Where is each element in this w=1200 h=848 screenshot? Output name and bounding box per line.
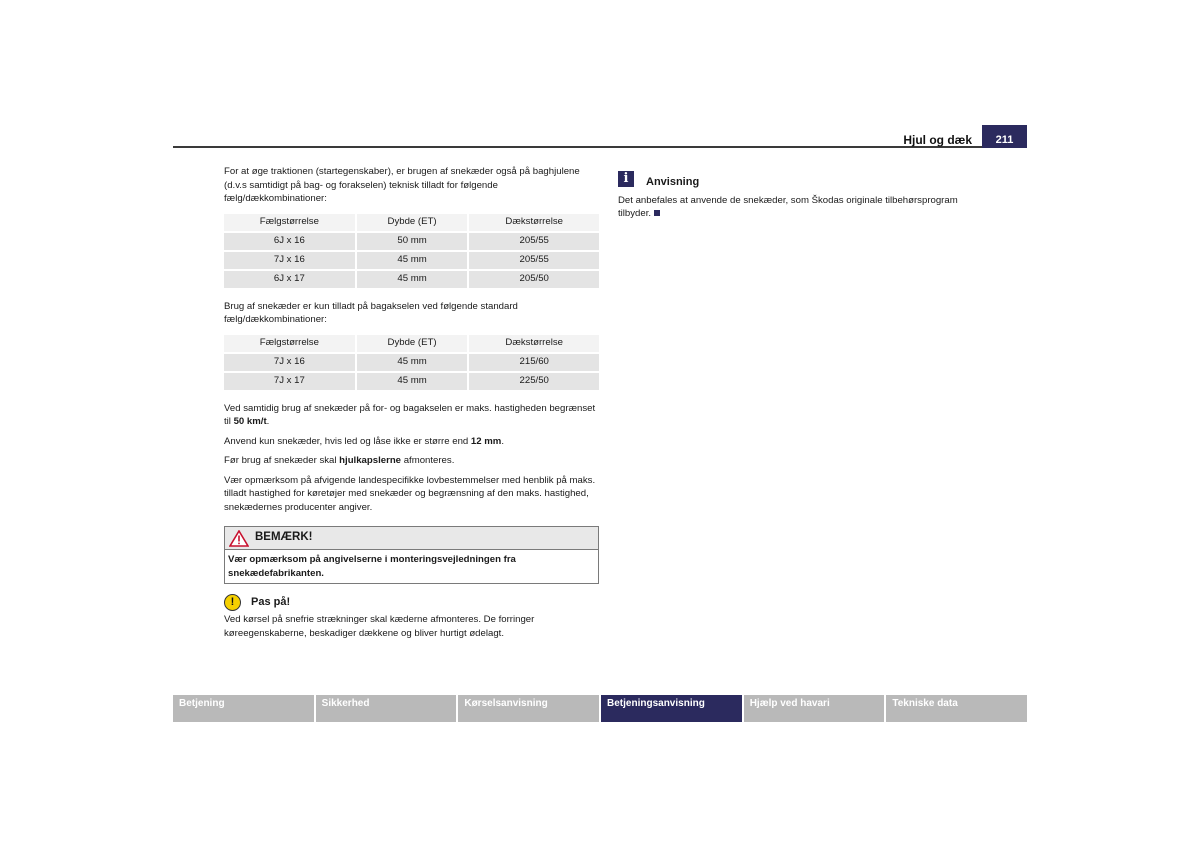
text-span: . [501, 435, 504, 447]
table-header-cell: Fælgstørrelse [224, 335, 355, 352]
table-cell: 215/60 [467, 354, 599, 371]
speed-limit-value: 50 km/t [233, 416, 267, 427]
table-cell: 45 mm [355, 271, 468, 288]
table-header-cell: Dækstørrelse [467, 335, 599, 352]
table-cell: 45 mm [355, 354, 468, 371]
table-cell: 50 mm [355, 233, 468, 250]
text-span: Ved samtidig brug af snekæder på for- og bagakselen er maks. hastigheden begrænset til [224, 402, 596, 427]
link-size-value: 12 mm [470, 435, 502, 447]
table-header-cell: Dybde (ET) [355, 335, 468, 352]
table-header-cell: Dybde (ET) [355, 214, 468, 231]
text-span: afmonteres. [401, 455, 455, 466]
intro-paragraph: For at øge traktionen (startegenskaber), er brugen af snekæder også på baghjulene (d.v.s samtidigt på bag- og forakselen) teknisk tilladt for følgende fælg/dækkombinationer: [224, 166, 580, 204]
page-number: 211 [982, 125, 1027, 148]
table-row [224, 233, 599, 250]
chapter-nav [173, 695, 1027, 722]
nav-tab-korselsanvisning[interactable]: Kørselsanvisning [458, 695, 599, 722]
rim-table-1 [224, 212, 599, 290]
table-cell: 45 mm [355, 373, 468, 390]
caution-label: Pas på! [251, 595, 291, 608]
text-span: Før brug af snekæder skal [224, 455, 340, 466]
nav-tab-tekniske-data[interactable]: Tekniske data [886, 695, 1027, 722]
regulations-paragraph: Vær opmærksom på afvigende landespecifikke lovbestemmelser med henblik på maks. tilladt hastighed for køretøjer med snekæder og begrænsning af den maks. hastighed, snekædernes producenter angiver. [224, 474, 596, 513]
note-text [618, 194, 978, 221]
left-column [224, 165, 599, 646]
table-cell: 7J x 17 [224, 373, 355, 390]
right-column [618, 168, 978, 227]
table-cell: 45 mm [355, 252, 468, 269]
table-cell: 225/50 [467, 373, 599, 390]
warning-header [225, 527, 598, 550]
text-span: Det anbefales at anvende de snekæder, som Škodas originale tilbehørsprogram tilbyder. [618, 194, 958, 219]
table-row [224, 252, 599, 269]
nav-tab-sikkerhed[interactable]: Sikkerhed [316, 695, 457, 722]
text-span: . [266, 416, 270, 427]
table-header-row [224, 335, 599, 352]
warning-triangle-icon [229, 530, 249, 547]
hubcaps-term: hjulkapslerne [339, 455, 402, 466]
table-cell: 205/50 [467, 271, 599, 288]
warning-text: Vær opmærksom på angivelserne i monteringsvejledningen fra snekædefabrikanten. [228, 554, 516, 579]
page-section-title: Hjul og dæk [903, 133, 972, 147]
nav-tab-betjeningsanvisning[interactable]: Betjeningsanvisning [601, 695, 742, 722]
table-header-cell: Fælgstørrelse [224, 214, 355, 231]
end-of-section-icon [654, 210, 660, 216]
chain-link-paragraph [224, 435, 599, 449]
exclamation-circle-icon: ! [224, 594, 241, 611]
rim-table-2 [224, 333, 599, 392]
table-cell: 6J x 16 [224, 233, 355, 250]
nav-tab-betjening[interactable]: Betjening [173, 695, 314, 722]
speed-limit-paragraph [224, 402, 599, 429]
table-row [224, 271, 599, 288]
table-cell: 205/55 [467, 233, 599, 250]
table-cell: 205/55 [467, 252, 599, 269]
nav-tab-hjaelp-ved-havari[interactable]: Hjælp ved havari [744, 695, 885, 722]
header-rule [173, 146, 1027, 148]
warning-box [224, 526, 599, 584]
table-row [224, 373, 599, 390]
caution-text: Ved kørsel på snefrie strækninger skal kæderne afmonteres. De forringer køreegenskaberne, beskadiger dækkene og bliver hurtigt ødelagt. [224, 614, 535, 639]
table-header-row [224, 214, 599, 231]
table-cell: 6J x 17 [224, 271, 355, 288]
text-span: Anvend kun snekæder, hvis led og låse ikke er større end [224, 435, 471, 447]
table-header-cell: Dækstørrelse [467, 214, 599, 231]
note-header [618, 168, 978, 190]
hubcaps-paragraph [224, 454, 599, 468]
table-row [224, 354, 599, 371]
table-cell: 7J x 16 [224, 252, 355, 269]
info-icon: i [618, 171, 634, 187]
warning-label: BEMÆRK! [255, 531, 313, 544]
note-label: Anvisning [646, 176, 700, 188]
table-cell: 7J x 16 [224, 354, 355, 371]
rear-axle-paragraph: Brug af snekæder er kun tilladt på bagakselen ved følgende standard fælg/dækkombinationer: [224, 300, 518, 325]
caution-header [224, 594, 599, 611]
